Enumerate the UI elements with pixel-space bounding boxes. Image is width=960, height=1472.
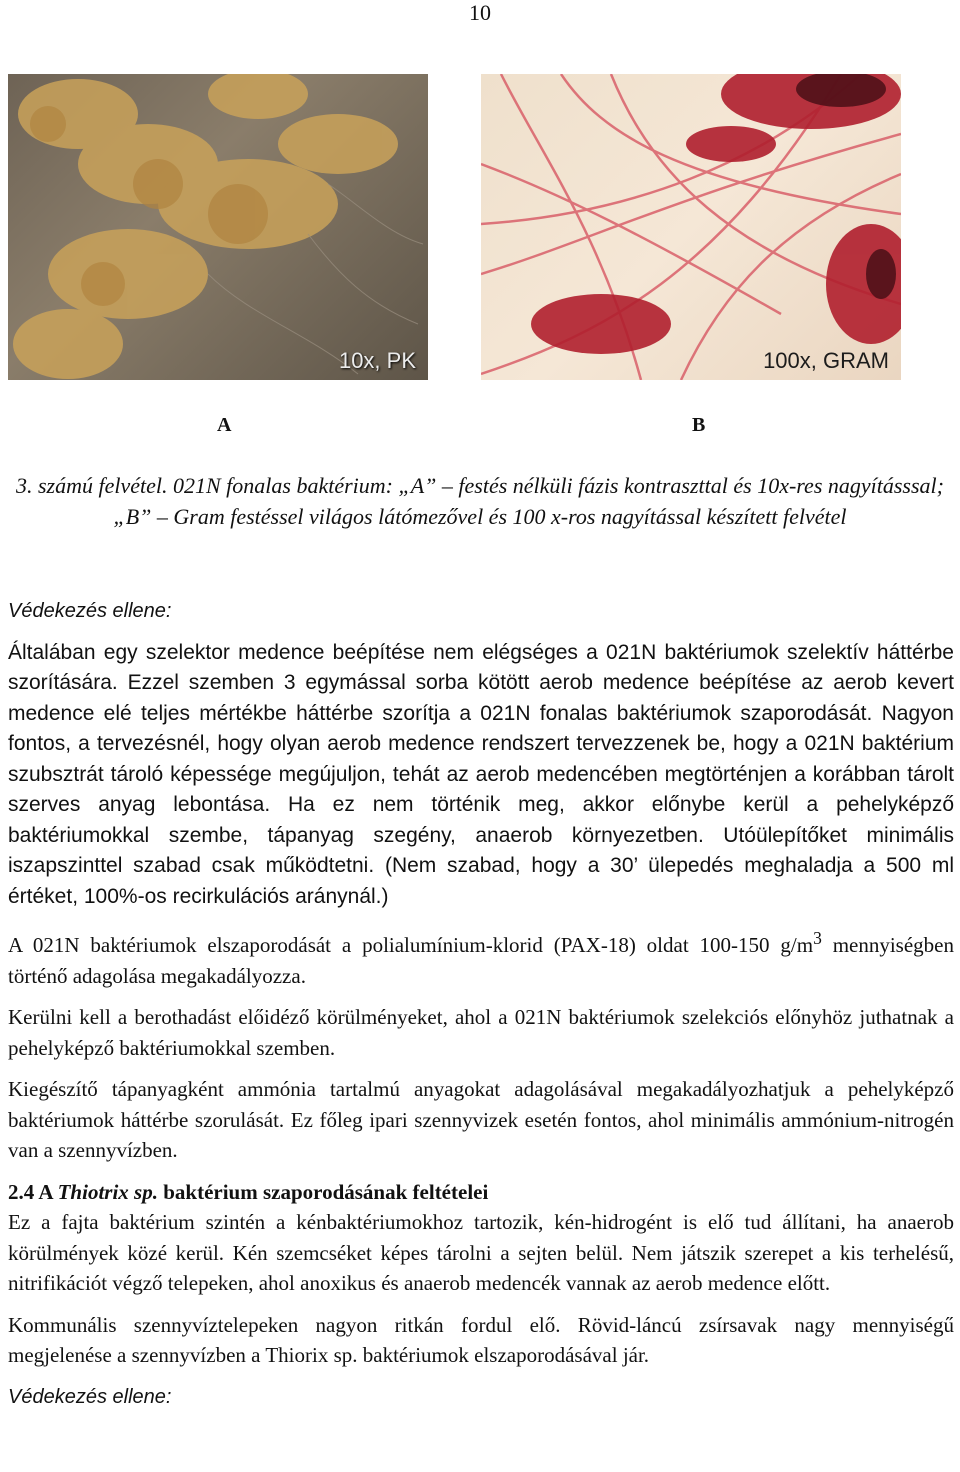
panel-label-a: A bbox=[217, 414, 232, 436]
micrograph-a-phase-contrast bbox=[8, 74, 428, 380]
floc-illustration bbox=[8, 74, 428, 380]
section-title-species: Thiotrix sp. bbox=[57, 1179, 158, 1204]
paragraph-pax18 bbox=[8, 923, 954, 991]
filament-illustration bbox=[481, 74, 901, 380]
photo-b-label: 100x, GRAM bbox=[763, 348, 889, 373]
section-title-thiotrix bbox=[8, 1177, 954, 1208]
pax18-text-a: A 021N baktériumok elszaporodását a polialumínium-klorid (PAX-18) oldat 100-150 g/m bbox=[8, 933, 814, 957]
body-text bbox=[8, 596, 954, 1412]
figure-caption: 3. számú felvétel. 021N fonalas baktérium: „A” – festés nélküli fázis kontraszttal és 10x-res nagyításssal; „B” – Gram festéssel világos látómezővel és 100 x-ros nagyítással készített felvétel bbox=[15, 473, 944, 529]
micrograph-b-gram-stain bbox=[481, 74, 901, 380]
pax18-superscript: 3 bbox=[813, 928, 822, 948]
paragraph-selector-basin: Általában egy szelektor medence beépítése nem elégséges a 021N baktériumok szelektív háttérbe szorítására. Ezzel szemben 3 egymással sorba kötött aerob medence beépítése az aerob kevert medence elé teljes mértékbe háttérbe szorítja a 021N fonalas baktériumok szaporodását. Nagyon fontos, a tervezésnél, hogy olyan aerob medence rendszert tervezzenek be, hogy a 021N baktérium szubsztrát tároló képessége megújuljon, tehát az aerob medencében megtörténjen a korábban tárolt szerves anyag lebontása. Ha ez nem történik meg, akkor előnybe kerül a pehelyképző baktériumokkal szembe, tápanyag szegény, anaerob környezetben. Utóülepítőket minimális iszapszinttel szabad csak működtetni. (Nem szabad, hogy a 30’ ülepedés meghaladja a 500 ml értéket, 100%-os recirkulációs aránynál.) bbox=[8, 640, 954, 908]
section-title-suffix: baktérium szaporodásának feltételei bbox=[157, 1179, 489, 1204]
panel-label-b: B bbox=[692, 414, 706, 436]
page-number: 10 bbox=[469, 0, 491, 25]
paragraph-ammonia: Kiegészítő tápanyagként ammónia tartalmú anyagokat adagolásával megakadályozhatjuk a pehelyképző baktériumok háttérbe szorulását. Ez főleg ipari szennyvizek esetén fontos, ahol minimális ammónium-nitrogén van a szennyvízben. bbox=[8, 1077, 954, 1162]
paragraph-avoid-rotting: Kerülni kell a berothadást előidéző körülményeket, ahol a 021N baktériumok szelekciós előnyhöz juthatnak a pehelyképző baktériumokkal szemben. bbox=[8, 1005, 954, 1060]
section-title-prefix: 2.4 A bbox=[8, 1179, 58, 1204]
section-heading-defense: Védekezés ellene: bbox=[8, 600, 172, 622]
photo-a-label: 10x, PK bbox=[338, 348, 416, 373]
pax18-text-b: mennyiségben történő adagolása megakadályozza. bbox=[8, 933, 954, 988]
paragraph-thiotrix-description: Ez a fajta baktérium szintén a kénbaktériumokhoz tartozik, kén-hidrogént is elő tud állítani, ha anaerob körülmények közé kerül. Kén szemcséket képes tárolni a sejten belül. Nem játszik szerepet a kis terhelésű, nitrifikációt végző telepeken, ahol anoxikus és anaerob medencék vannak az aerob medence előtt. bbox=[8, 1210, 954, 1295]
section-heading-defense-2: Védekezés ellene: bbox=[8, 1385, 172, 1408]
paragraph-thiotrix-occurrence: Kommunális szennyvíztelepeken nagyon ritkán fordul elő. Rövid-láncú zsírsavak nagy mennyiségű megjelenése a szennyvízben a Thiorix sp. baktériumok elszaporodásával jár. bbox=[8, 1312, 954, 1367]
